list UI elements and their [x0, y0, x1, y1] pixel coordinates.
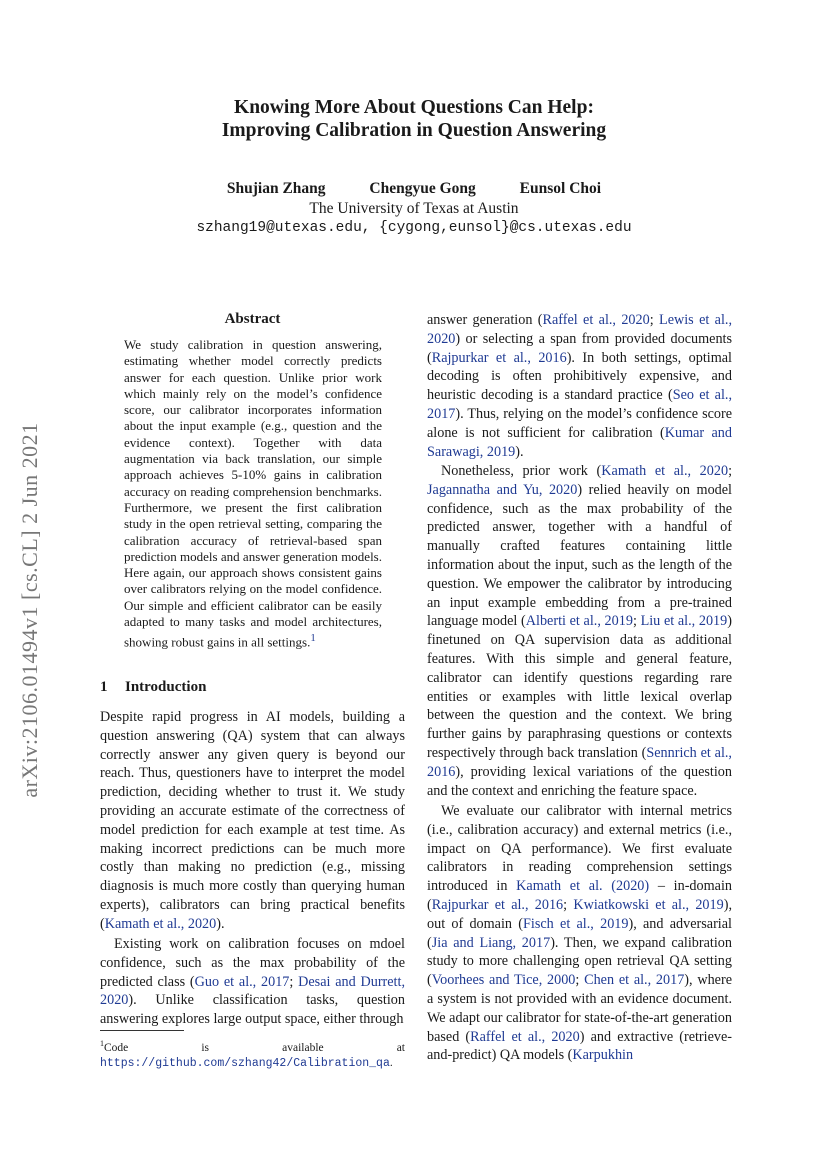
code-url-link[interactable]: https://github.com/szhang42/Calibration_qa [100, 1056, 390, 1070]
affiliation: The University of Texas at Austin [309, 200, 519, 217]
paragraph-text: ) relied heavily on model confidence, such as the max probability of the predicted answer, together with a handful of manually crafted features containing little information about the input, such as the length of the question. We empower the calibrator by introducing an input example embedding from a pre-trained language model ( [427, 481, 732, 630]
footnote-text: Code is available at [104, 1041, 405, 1054]
paragraph-text: Nonetheless, prior work ( [441, 463, 602, 479]
paragraph-text: answer generation ( [427, 312, 543, 328]
citation-link[interactable]: Rajpurkar et al., 2016 [431, 349, 567, 366]
title-line-1: Knowing More About Questions Can Help: [234, 97, 594, 118]
paragraph-text: Despite rapid progress in AI models, building a question answering (QA) system that can always correctly answer any given query is beyond our reach. Thus, questioners have to interpret the model prediction, deciding whether to trust it. We study providing an accurate estimate of the correctness of model prediction for each example at test time. As making incorrect predictions can be much more costly than making no prediction (e.g., missing diagnosis is much more costly than querying human experts), calibrators can bring practical benefits ( [100, 709, 405, 932]
paragraph-text: ), providing lexical variations of the question and the context and enriching the feature space. [427, 763, 732, 799]
paragraph-text: ), where a system is not provided with an evidence document. We adapt our calibrator for state-of-the-art generation based ( [427, 972, 732, 1045]
section-number: 1 [100, 679, 108, 695]
paragraph-text: ), out of domain ( [427, 896, 732, 932]
author-name: Shujian Zhang [226, 180, 326, 197]
footnote-marker[interactable]: 1 [310, 632, 316, 645]
citation-link[interactable]: Lewis et al., 2020 [427, 312, 732, 347]
paragraph-text: ). [515, 443, 524, 460]
author-name: Eunsol Choi [519, 180, 602, 197]
section-heading-introduction [100, 679, 206, 696]
abstract-heading: Abstract [224, 311, 281, 327]
citation-link[interactable]: Kamath et al., 2020 [601, 463, 729, 479]
citation-link[interactable]: Fisch et al., 2019 [523, 915, 629, 932]
paragraph-text: ). Unlike classification tasks, question answering explores large output space, either through [100, 992, 405, 1028]
paper-title [100, 96, 728, 142]
right-column-paragraph-2 [427, 462, 732, 800]
citation-link[interactable]: Kwiatkowski et al., 2019 [573, 896, 724, 913]
section-title: Introduction [125, 679, 207, 695]
paragraph-text: We evaluate our calibrator with internal metrics (i.e., calibration accuracy) and external metrics (i.e., impact on QA performance). We first evaluate calibrators in reading comprehension settings introduced in [427, 803, 732, 895]
citation-link[interactable]: Voorhees and Tice, 2000 [431, 972, 576, 989]
paragraph-text: ). Then, we expand calibration study to more challenging open retrieval QA setting ( [427, 934, 732, 989]
citation-link[interactable]: Sennrich et al., 2016 [427, 744, 732, 780]
author-list [100, 180, 728, 198]
author-emails: szhang19@utexas.edu, {cygong,eunsol}@cs.utexas.edu [196, 220, 632, 236]
paragraph-text: ; [575, 972, 585, 989]
footnote-text: . [389, 1056, 393, 1069]
paragraph-text: ; [563, 896, 574, 913]
citation-link[interactable]: Guo et al., 2017 [194, 973, 290, 990]
abstract-body [124, 337, 382, 651]
citation-link[interactable]: Alberti et al., 2019 [525, 613, 633, 630]
arxiv-identifier [0, 380, 60, 840]
footnote [100, 1036, 405, 1071]
intro-paragraph-1 [100, 708, 405, 934]
footnote-number: 1 [100, 1039, 104, 1048]
paragraph-text: Existing work on calibration focuses on mdoel confidence, such as the max probability of the predicted class ( [100, 936, 405, 990]
citation-link[interactable]: Kumar and Sarawagi, 2019 [427, 424, 732, 460]
right-column-paragraph-1 [427, 311, 732, 461]
paragraph-text: ; [632, 613, 641, 630]
abstract-text: We study calibration in question answering, estimating whether model correctly predicts answer for each question. Unlike prior work which mainly rely on the model’s confidence score, our calibrator incorporates information about the input example (e.g., question and the evidence context). Together with data augmentation via back translation, our simple approach achieves 5-10% gains in calibration accuracy on reading comprehension benchmarks. Furthermore, we present the first calibration study in the open retrieval setting, comparing the calibration accuracy of retrieval-based span prediction models and answer generation models. Here again, our approach shows consistent gains over calibrators relying on the model confidence. Our simple and efficient calibrator can be easily adapted to many tasks and model architectures, showing robust gains in all settings. [124, 337, 382, 650]
author-name: Chengyue Gong [369, 180, 476, 197]
paragraph-text: ) and extractive (retrieve-and-predict) QA models ( [427, 1028, 733, 1064]
citation-link[interactable]: Desai and Durrett, 2020 [100, 973, 405, 1009]
paragraph-text: ). In both settings, optimal decoding is often prohibitively expensive, and heuristic decoding is a standard practice ( [427, 349, 732, 404]
paragraph-text: ; [289, 973, 299, 990]
citation-link[interactable]: Jagannatha and Yu, 2020 [427, 481, 578, 498]
citation-link[interactable]: Raffel et al., 2020 [470, 1028, 580, 1045]
citation-link[interactable]: Kamath et al., 2020 [104, 915, 217, 932]
citation-link[interactable]: Raffel et al., 2020 [542, 312, 650, 328]
paragraph-text: ), and adversarial ( [427, 915, 732, 951]
citation-link[interactable]: Karpukhin [572, 1047, 634, 1064]
paragraph-text: – in-domain ( [427, 878, 732, 913]
paragraph-text: ; [728, 463, 733, 479]
paragraph-text: ). [216, 915, 225, 932]
citation-link[interactable]: Liu et al., 2019 [640, 613, 728, 630]
citation-link[interactable]: Kamath et al. (2020) [516, 878, 650, 895]
paragraph-text: ) finetuned on QA supervision data as additional features. With this simple and general feature, calibrator can identify questions regarding rare entities or examples with little lexical overlap between the question and the context. We bring further gains by paraphrasing questions or contexts respectively through back translation ( [427, 613, 732, 761]
arxiv-identifier-text: arXiv:2106.01494v1 [cs.CL] 2 Jun 2021 [17, 422, 42, 798]
paragraph-text: ). Thus, relying on the model’s confidence score alone is not sufficient for calibration ( [427, 405, 732, 441]
title-line-2: Improving Calibration in Question Answering [221, 120, 607, 141]
citation-link[interactable]: Chen et al., 2017 [584, 972, 685, 989]
citation-link[interactable]: Rajpurkar et al., 2016 [431, 896, 564, 913]
paragraph-text: ; [649, 312, 660, 328]
citation-link[interactable]: Seo et al., 2017 [427, 387, 733, 422]
paragraph-text: ) or selecting a span from provided documents ( [427, 330, 732, 366]
footnote-divider [100, 1030, 184, 1031]
right-column-paragraph-3 [427, 802, 732, 1065]
citation-link[interactable]: Jia and Liang, 2017 [431, 934, 551, 951]
intro-paragraph-2 [100, 935, 405, 1029]
